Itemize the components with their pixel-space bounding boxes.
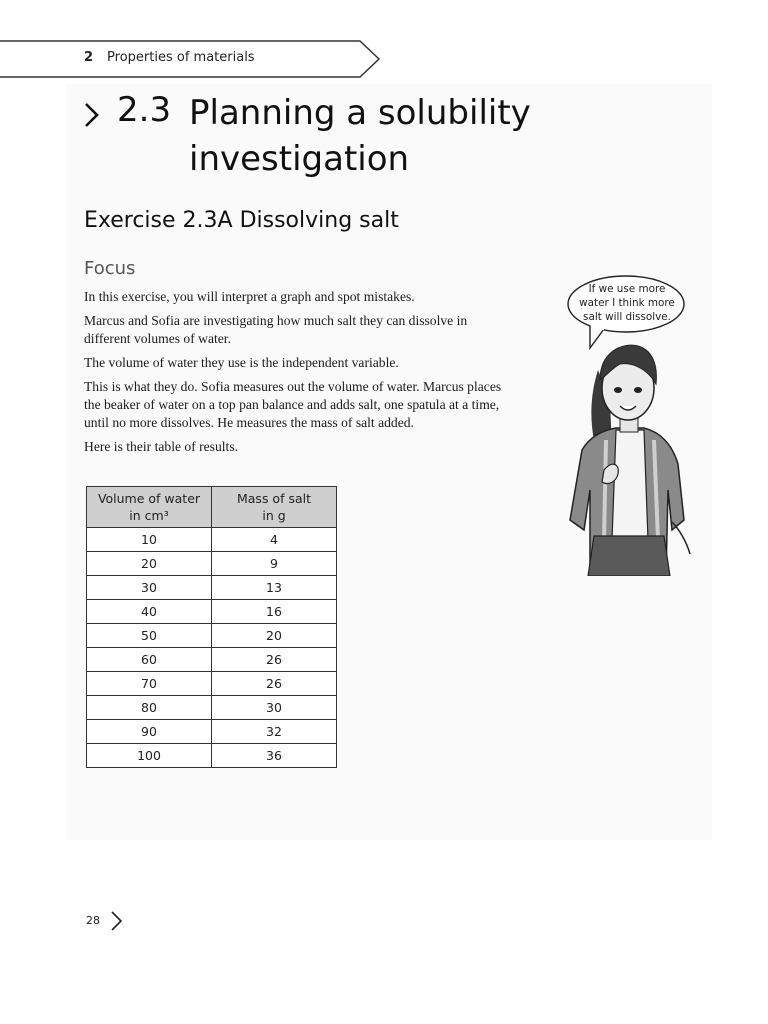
- chapter-number: 2: [84, 50, 94, 65]
- mass-cell: 30: [212, 696, 337, 720]
- mass-cell: 16: [212, 600, 337, 624]
- volume-cell: 10: [87, 528, 212, 552]
- mass-cell: 9: [212, 552, 337, 576]
- paragraph: The volume of water they use is the independent variable.: [84, 355, 399, 370]
- table-row: [87, 744, 337, 768]
- table-row: [87, 624, 337, 648]
- volume-cell: 20: [87, 552, 212, 576]
- focus-heading: Focus: [84, 258, 136, 279]
- exercise-title: Exercise 2.3A Dissolving salt: [84, 208, 399, 233]
- table-row: [87, 648, 337, 672]
- chapter-header: [0, 40, 380, 78]
- chevron-right-icon: [84, 102, 100, 128]
- column-header-volume: Volume of water in cm³: [87, 487, 212, 528]
- volume-cell: 50: [87, 624, 212, 648]
- volume-cell: 100: [87, 744, 212, 768]
- mass-cell: 4: [212, 528, 337, 552]
- volume-cell: 40: [87, 600, 212, 624]
- paragraph: This is what they do. Sofia measures out the volume of water. Marcus places the beaker of water on a top pan balance and adds salt, one spatula at a time, until no more dissolves. He measures the mass of salt added.: [84, 379, 502, 430]
- paragraph: Here is their table of results.: [84, 439, 239, 454]
- table-header-row: [87, 487, 337, 528]
- speech-bubble-text: If we use more water I think more salt will dissolve.: [579, 283, 675, 323]
- volume-cell: 70: [87, 672, 212, 696]
- table-row: [87, 552, 337, 576]
- paragraph: Marcus and Sofia are investigating how much salt they can dissolve in different volumes of water.: [84, 313, 468, 346]
- table-row: [87, 528, 337, 552]
- volume-cell: 30: [87, 576, 212, 600]
- chapter-title: Properties of materials: [107, 50, 255, 65]
- mass-cell: 32: [212, 720, 337, 744]
- page-number: 28: [86, 914, 100, 927]
- mass-cell: 26: [212, 672, 337, 696]
- table-row: [87, 672, 337, 696]
- section-title: Planning a solubility investigation: [189, 93, 531, 179]
- table-row: [87, 696, 337, 720]
- table-row: [87, 576, 337, 600]
- volume-cell: 90: [87, 720, 212, 744]
- mass-cell: 26: [212, 648, 337, 672]
- volume-cell: 60: [87, 648, 212, 672]
- paragraph: In this exercise, you will interpret a graph and spot mistakes.: [84, 289, 415, 304]
- section-number: 2.3: [117, 90, 172, 130]
- girl-illustration: [560, 340, 694, 576]
- chevron-right-icon: [110, 910, 124, 932]
- results-table: [86, 486, 337, 768]
- mass-cell: 20: [212, 624, 337, 648]
- focus-body: [84, 288, 514, 462]
- table-row: [87, 600, 337, 624]
- column-header-mass: Mass of salt in g: [212, 487, 337, 528]
- volume-cell: 80: [87, 696, 212, 720]
- table-row: [87, 720, 337, 744]
- mass-cell: 36: [212, 744, 337, 768]
- mass-cell: 13: [212, 576, 337, 600]
